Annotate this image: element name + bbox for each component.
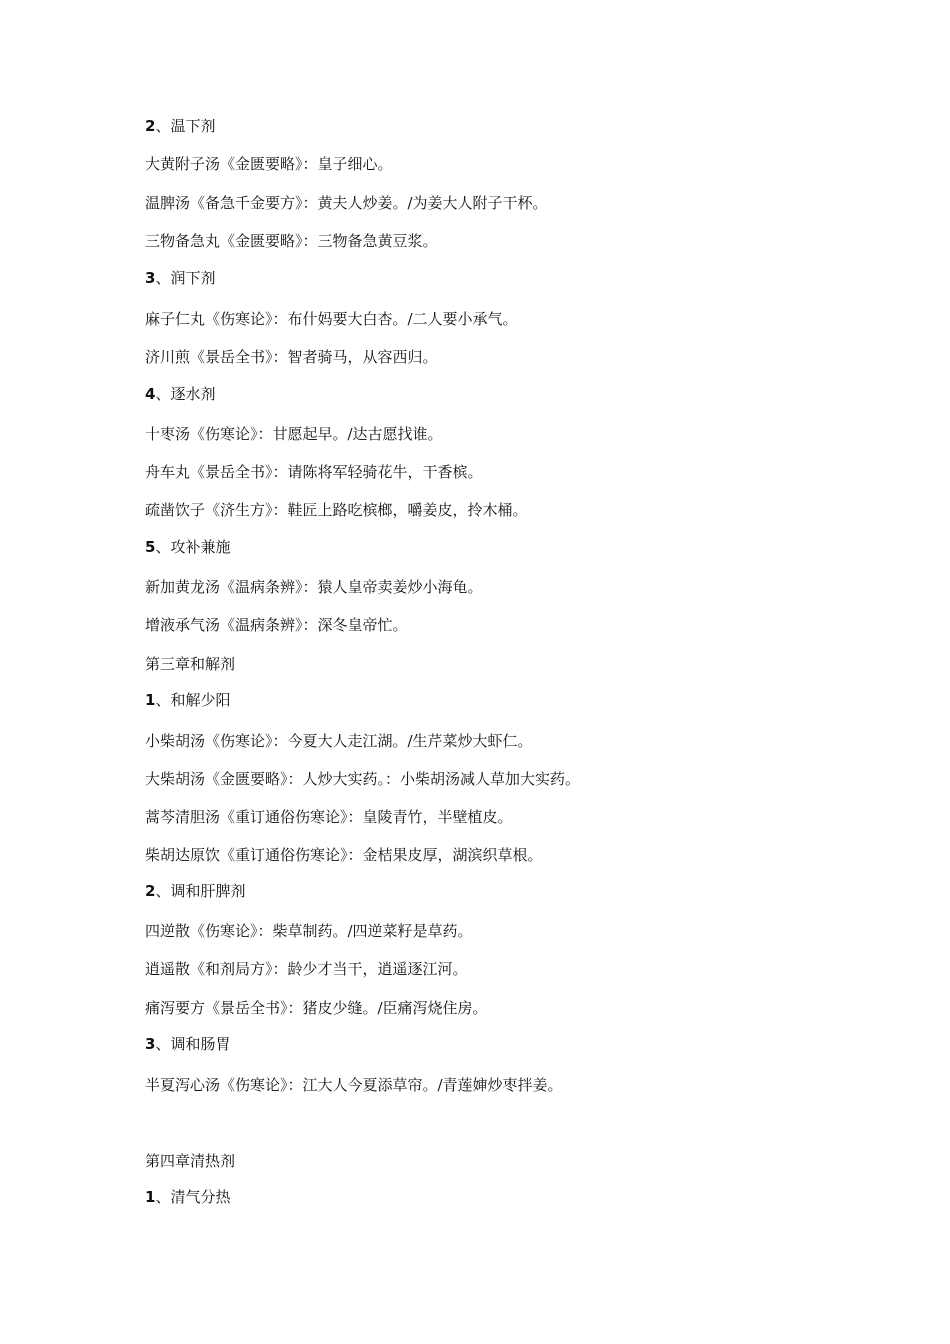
formula-line: 半夏泻心汤《伤寒论》：江大人今夏添草帘。/青莲婶炒枣拌姜。: [145, 1076, 563, 1094]
section-heading: [145, 537, 230, 557]
section-title: 、清气分热: [155, 1188, 231, 1206]
formula-line: 温脾汤《备急千金要方》：黄夫人炒姜。/为姜大人附子干杯。: [145, 194, 548, 212]
section-number: 1: [145, 1188, 156, 1206]
section-title: 、调和肝脾剂: [155, 882, 246, 900]
formula-line: 疏凿饮子《济生方》：鞋匠上路吃槟榔，嚼姜皮，拎木桶。: [145, 501, 528, 519]
chapter-heading: 第四章清热剂: [145, 1152, 236, 1170]
formula-line: 十枣汤《伤寒论》：甘愿起早。/达古愿找谁。: [145, 425, 443, 443]
formula-line: 蒿芩清胆汤《重订通俗伤寒论》：皇陵青竹，半壁植皮。: [145, 808, 513, 826]
section-title: 、润下剂: [155, 269, 216, 287]
section-heading: [145, 1034, 230, 1054]
section-title: 、逐水剂: [155, 385, 216, 403]
formula-line: 济川煎《景岳全书》：智者骑马，从容西归。: [145, 348, 438, 366]
formula-line: 四逆散《伤寒论》：柴草制药。/四逆菜籽是草药。: [145, 922, 473, 940]
section-title: 、调和肠胃: [155, 1035, 231, 1053]
formula-line: 逍遥散《和剂局方》：龄少才当干，逍遥逐江河。: [145, 960, 468, 978]
section-heading: [145, 1187, 230, 1207]
section-number: 4: [145, 385, 156, 403]
formula-line: 痛泻要方《景岳全书》：猪皮少缝。/臣痛泻烧住房。: [145, 999, 488, 1017]
section-title: 、和解少阳: [155, 691, 231, 709]
section-heading: [145, 268, 215, 288]
chapter-heading: 第三章和解剂: [145, 655, 236, 673]
section-number: 3: [145, 1035, 156, 1053]
section-number: 5: [145, 538, 156, 556]
formula-line: 柴胡达原饮《重订通俗伤寒论》：金桔果皮厚，湖滨织草根。: [145, 846, 543, 864]
section-title: 、温下剂: [155, 117, 216, 135]
section-heading: [145, 881, 245, 901]
formula-line: 大黄附子汤《金匮要略》：皇子细心。: [145, 155, 393, 173]
formula-line: 三物备急丸《金匮要略》：三物备急黄豆浆。: [145, 232, 438, 250]
section-number: 1: [145, 691, 156, 709]
section-heading: [145, 116, 215, 136]
section-heading: [145, 384, 215, 404]
section-title: 、攻补兼施: [155, 538, 231, 556]
formula-line: 小柴胡汤《伤寒论》：今夏大人走江湖。/生芹菜炒大虾仁。: [145, 732, 533, 750]
section-heading: [145, 690, 230, 710]
formula-line: 新加黄龙汤《温病条辨》：猿人皇帝卖姜炒小海龟。: [145, 578, 483, 596]
section-number: 2: [145, 117, 156, 135]
formula-line: 大柴胡汤《金匮要略》：人炒大实药。：小柴胡汤减人草加大实药。: [145, 770, 581, 788]
formula-line: 麻子仁丸《伤寒论》：布什妈要大白杏。/二人要小承气。: [145, 310, 518, 328]
section-number: 2: [145, 882, 156, 900]
formula-line: 舟车丸《景岳全书》：请陈将军轻骑花牛，干香槟。: [145, 463, 483, 481]
formula-line: 增液承气汤《温病条辨》：深冬皇帝忙。: [145, 616, 408, 634]
section-number: 3: [145, 269, 156, 287]
